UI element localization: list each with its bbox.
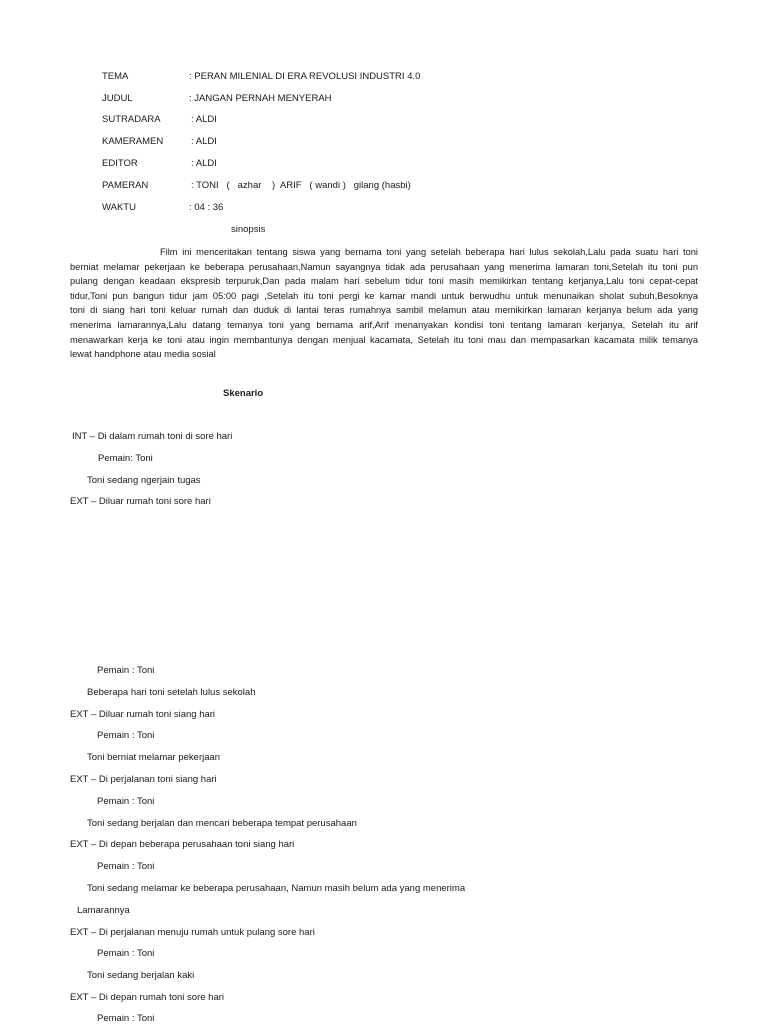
scene-action: Toni sedang melamar ke beberapa perusahaan, Namun masih belum ada yang menerima xyxy=(87,883,466,894)
scene-heading: EXT – Di perjalanan toni siang hari xyxy=(70,774,217,785)
meta-value-sutradara: : ALDI xyxy=(191,114,217,125)
scene-action: Toni berniat melamar pekerjaan xyxy=(87,752,221,763)
scene-cast: Pemain : Toni xyxy=(97,665,155,676)
scene-cast: Pemain : Toni xyxy=(97,730,155,741)
meta-label-kameramen: KAMERAMEN xyxy=(102,136,164,147)
scene-heading: EXT – Di depan rumah toni sore hari xyxy=(70,992,225,1003)
scene-action: Toni sedang berjalan kaki xyxy=(87,970,195,981)
scene-heading: EXT – Di depan beberapa perusahaan toni siang hari xyxy=(70,839,295,850)
scene-action: Toni sedang ngerjain tugas xyxy=(87,475,201,486)
meta-value-waktu: : 04 : 36 xyxy=(189,202,224,213)
synopsis-line: menawarkan kerja ke toni atau ingin membantunya dengan menjual kacamata, Setelah itu toni mau dan mempasarkan kacamata milik temanya xyxy=(70,334,698,345)
synopsis-line: lewat handphone atau media sosial xyxy=(70,349,216,360)
meta-label-editor: EDITOR xyxy=(102,158,138,169)
scene-heading: EXT – Diluar rumah toni siang hari xyxy=(70,709,216,720)
synopsis-line: tidur,Toni pun bangun tidur jam 05:00 pagi ,Setelah itu toni pergi ke kamar mandi untuk berwudhu untuk menunaikan sholat subuh,Besoknya xyxy=(70,290,698,301)
meta-label-sutradara: SUTRADARA xyxy=(102,114,161,125)
scene-heading: EXT – Diluar rumah toni sore hari xyxy=(70,496,211,507)
skenario-heading: Skenario xyxy=(223,388,264,399)
meta-value-tema: : PERAN MILENIAL DI ERA REVOLUSI INDUSTRI 4.0 xyxy=(189,71,421,82)
scene-heading: INT – Di dalam rumah toni di sore hari xyxy=(72,431,233,442)
meta-value-pameran: : TONI ( azhar ) ARIF ( wandi ) gilang (hasbi) xyxy=(191,180,411,191)
synopsis-line: Film ini menceritakan tentang siswa yang bernama toni yang setelah beberapa hari lulus sekolah,Lalu pada suatu hari toni xyxy=(160,247,698,257)
scene-cast: Pemain : Toni xyxy=(97,796,155,807)
scene-cast: Pemain : Toni xyxy=(97,861,155,872)
meta-value-editor: : ALDI xyxy=(191,158,217,169)
scene-action: Toni sedang berjalan dan mencari beberapa tempat perusahaan xyxy=(87,818,357,829)
meta-label-pameran: PAMERAN xyxy=(102,180,149,191)
synopsis-line: berniat melamar pekerjaan ke beberapa perusahaan,Namun sayangnya tidak ada perusahaan yang menerima lamaran toni,Setelah itu toni pun xyxy=(70,261,698,272)
meta-label-waktu: WAKTU xyxy=(102,202,136,213)
scene-cast: Pemain : Toni xyxy=(97,1013,155,1024)
scene-action-continued: Lamarannya xyxy=(77,905,130,916)
scene-cast: Pemain : Toni xyxy=(97,948,155,959)
meta-value-judul: : JANGAN PERNAH MENYERAH xyxy=(189,93,332,104)
meta-value-kameramen: : ALDI xyxy=(191,136,217,147)
synopsis-paragraph xyxy=(70,245,698,362)
meta-label-judul: JUDUL xyxy=(102,93,133,104)
scene-cast: Pemain: Toni xyxy=(98,453,153,464)
synopsis-line: menerima lamarannya,Lalu datang temanya toni yang bernama arif,Arif menanyakan kondisi toni tentang lamaran kerjanya, Setelah itu arif xyxy=(70,319,698,330)
scene-action: Beberapa hari toni setelah lulus sekolah xyxy=(87,687,256,698)
meta-label-tema: TEMA xyxy=(102,71,129,82)
synopsis-line: toni di siang hari toni keluar rumah dan duduk di lantai teras rumahnya sambil melamun atau memikirkan lamaran kerjanya belum ada yang xyxy=(70,305,698,316)
synopsis-line: pulang dengan keadaan ekspresib terpuruk,Dan pada malam hari sebelum tidur toni masih memikirkan tentang kerjanya,Lalu toni cepat-cepat xyxy=(70,276,698,287)
scene-heading: EXT – Di perjalanan menuju rumah untuk pulang sore hari xyxy=(70,927,315,938)
synopsis-heading: sinopsis xyxy=(231,224,266,235)
